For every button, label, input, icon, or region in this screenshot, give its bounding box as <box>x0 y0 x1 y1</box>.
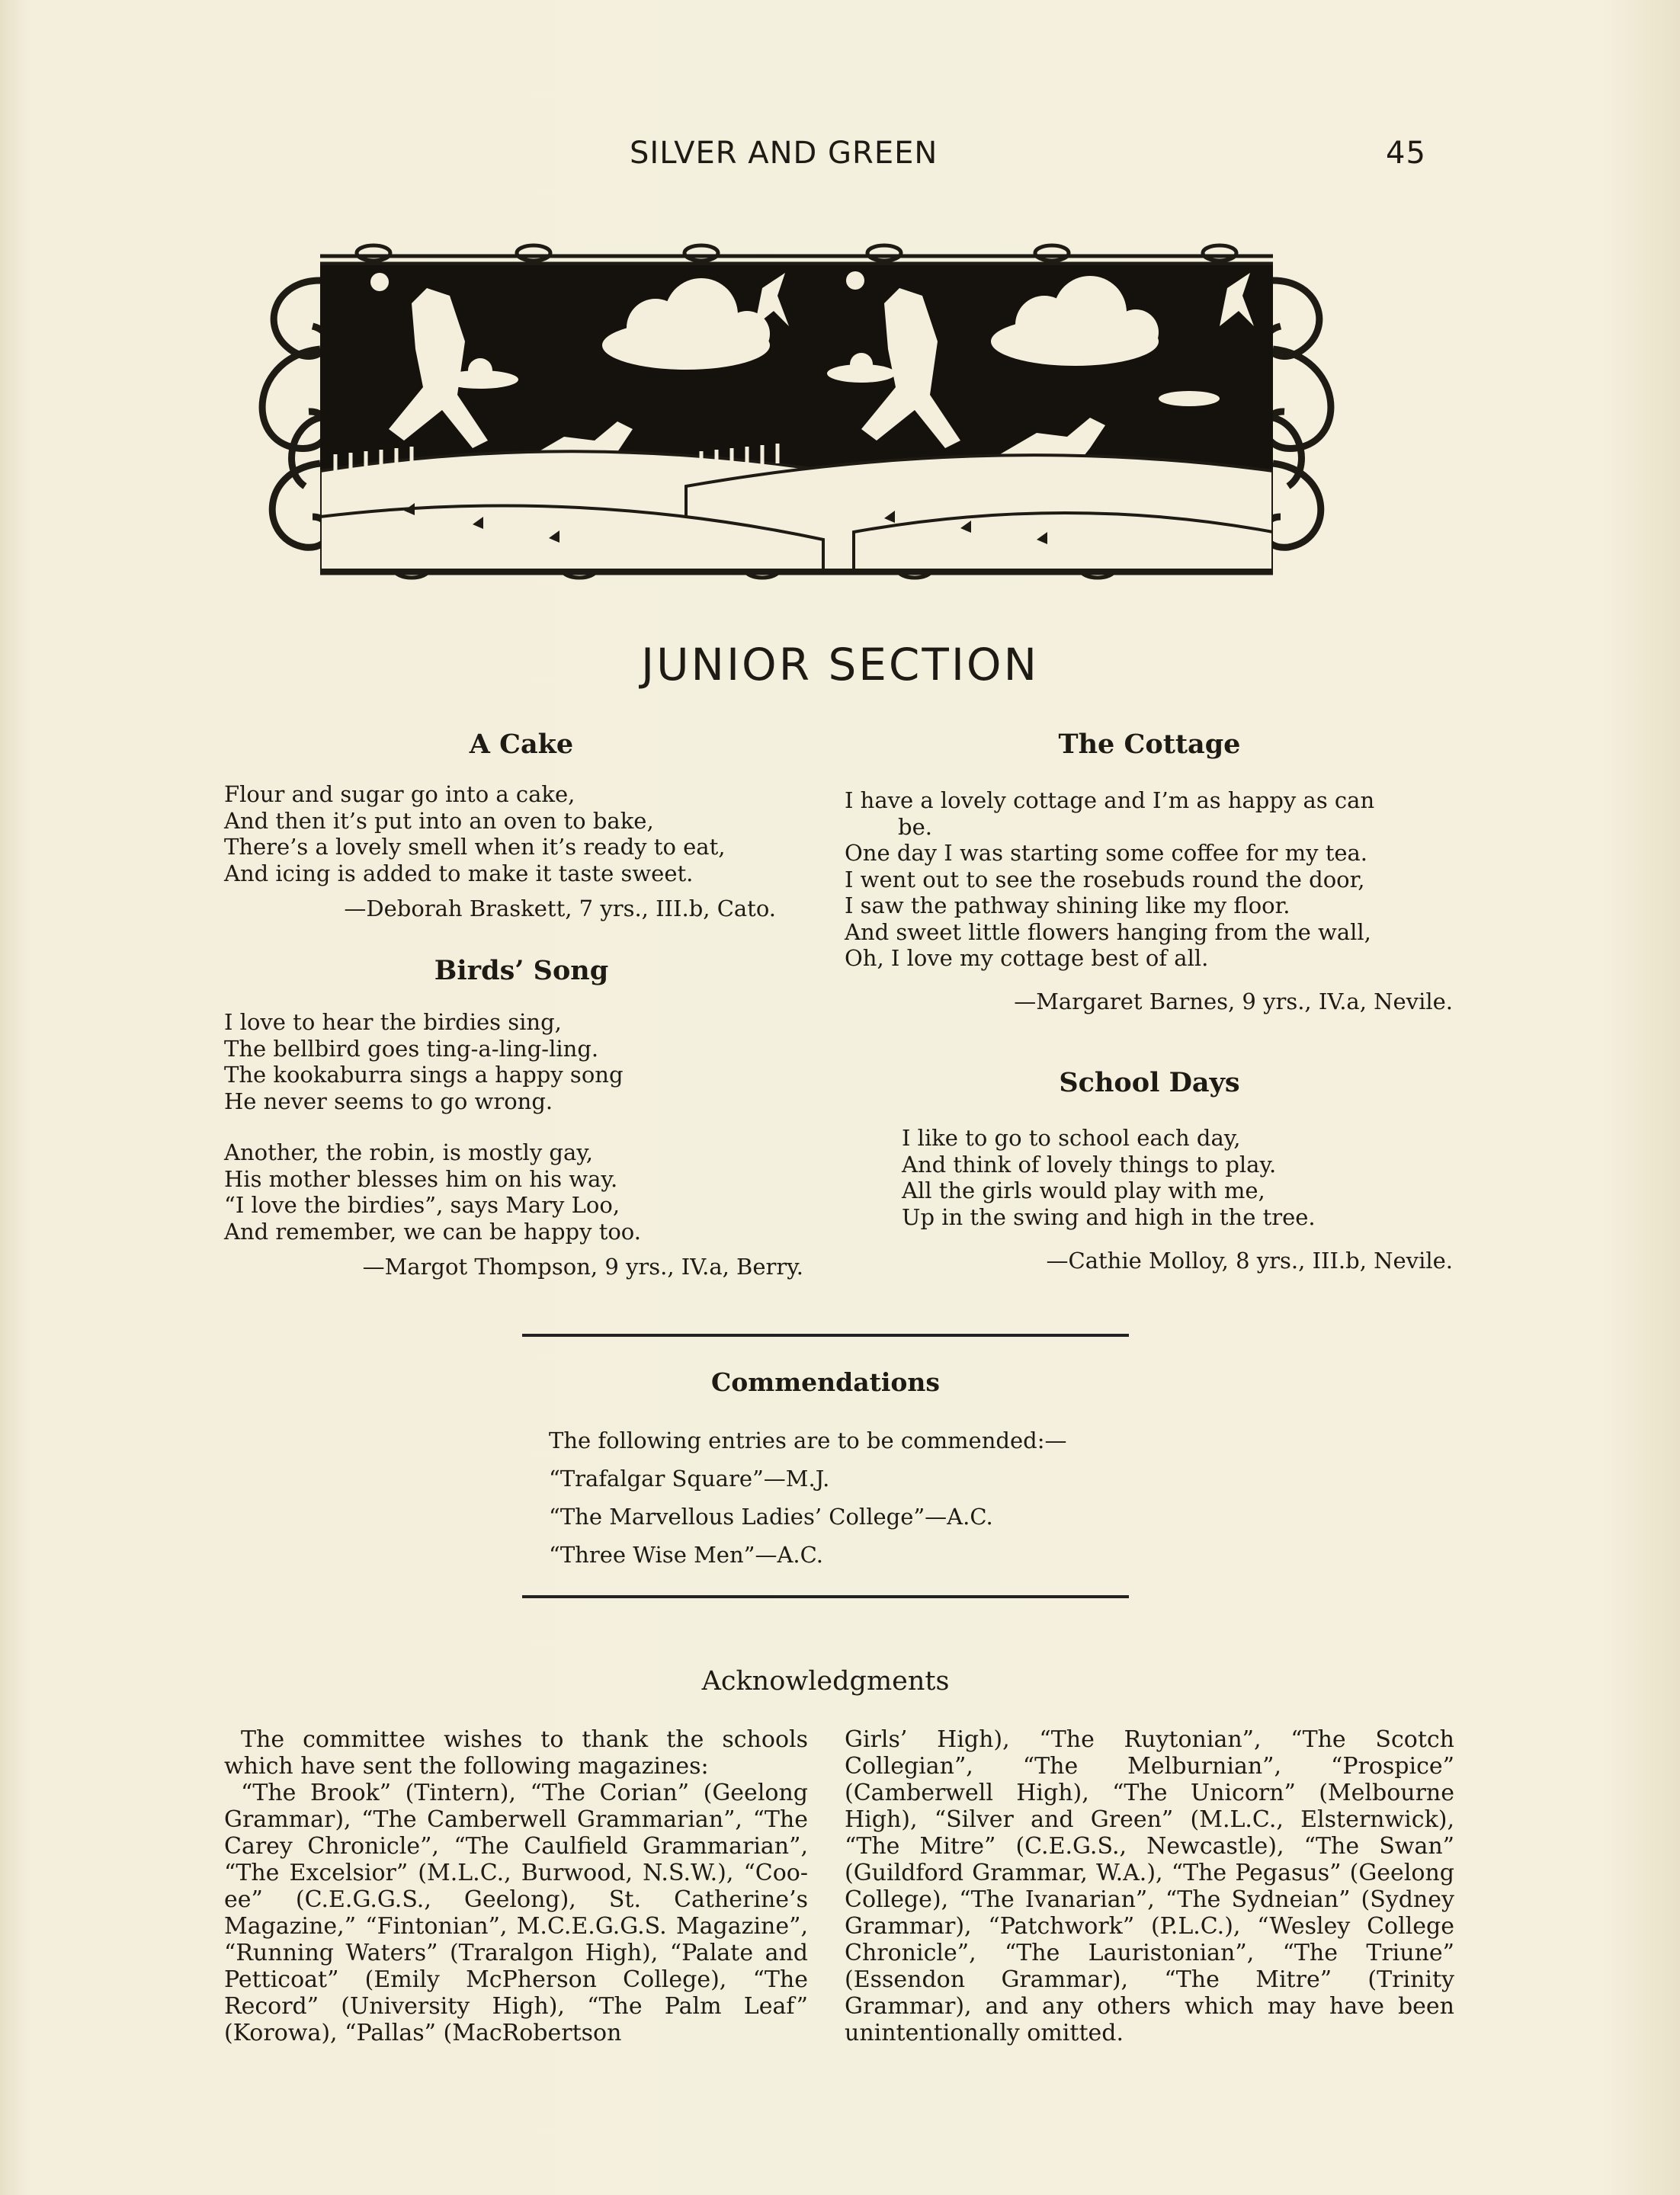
poem-line: Another, the robin, is mostly gay, <box>224 1139 594 1165</box>
poem-attribution: —Cathie Molloy, 8 yrs., III.b, Nevile. <box>1046 1248 1453 1274</box>
poem-school-days <box>902 1125 1451 1230</box>
page-number: 45 <box>1386 136 1426 171</box>
poem-line: One day I was starting some coffee for my tea. <box>845 840 1368 866</box>
acknowledgments-list-part-2: Girls’ High), “The Ruytonian”, “The Scotch Collegian”, “The Melburnian”, “Prospice” (Camberwell High), “The Unicorn” (Melbourne High), “Silver and Green” (M.L.C., Elsternwick), “The Mitre” (C.E.G.S., Newcastle), “The Swan” (Guildford Grammar, W.A.), “The Pegasus” (Geelong College), “The Ivanarian”, “The Sydneian” (Sydney Grammar), “Patchwork” (P.L.C.), “Wesley College Chronicle”, “The Lauristonian”, “The Triune” (Essendon Grammar), “The Mitre” (Trinity Grammar), and any others which may have been unintentionally omitted. <box>845 1726 1454 2046</box>
right-scroll-ornament <box>1265 280 1331 547</box>
poem-line: Up in the swing and high in the tree. <box>902 1203 1316 1230</box>
acknowledgments-list-part-1: “The Brook” (Tintern), “The Corian” (Geelong Grammar), “The Camberwell Grammarian”, “The Carey Chronicle”, “The Caulfield Grammarian”, “The Excelsior” (M.L.C., Burwood, N.S.W.), “Coo-ee” (C.E.G.G.S., Geelong), St. Catherine’s Magazine,” “Fintonian”, M.C.E.G.G.S. Magazine”, “Running Waters” (Traralgon High), “Palate and Petticoat” (Emily McPherson College), “The Record” (University High), “The Palm Leaf” (Korowa), “Pallas” (MacRobertson <box>224 1780 808 2046</box>
section-title: JUNIOR SECTION <box>641 639 1039 691</box>
poem-line: I have a lovely cottage and I’m as happy as can <box>845 787 1375 813</box>
left-scroll-ornament <box>262 280 329 547</box>
poem-line: I love to hear the birdies sing, <box>224 1009 562 1035</box>
poem-attribution: —Margaret Barnes, 9 yrs., IV.a, Nevile. <box>1014 989 1453 1014</box>
poem-birds-song-stanza-2 <box>224 1139 819 1245</box>
poem-line: The bellbird goes ting-a-ling-ling. <box>224 1035 599 1062</box>
divider-rule <box>522 1595 1129 1598</box>
poem-line: His mother blesses him on his way. <box>224 1165 618 1192</box>
poem-line: I like to go to school each day, <box>902 1125 1241 1151</box>
poem-line: All the girls would play with me, <box>902 1178 1265 1203</box>
poem-title-a-cake: A Cake <box>469 729 574 760</box>
poem-line: be. <box>898 813 932 840</box>
poem-a-cake <box>224 781 819 886</box>
acknowledgments-column-right <box>845 1726 1454 2046</box>
poem-line: The kookaburra sings a happy song <box>224 1062 624 1088</box>
poem-title-the-cottage: The Cottage <box>1058 729 1241 760</box>
acknowledgments-title: Acknowledgments <box>701 1666 950 1697</box>
running-title: SILVER AND GREEN <box>630 136 938 171</box>
poem-line: I went out to see the rosebuds round the door, <box>845 866 1365 892</box>
poem-line: And think of lovely things to play. <box>902 1151 1277 1178</box>
poem-line: There’s a lovely smell when it’s ready to eat, <box>224 834 726 860</box>
commendation-entry: “The Marvellous Ladies’ College”—A.C. <box>549 1504 993 1530</box>
poem-line: “I love the birdies”, says Mary Loo, <box>224 1192 620 1218</box>
commendation-entry: “Trafalgar Square”—M.J. <box>549 1466 830 1492</box>
commendation-entry: “Three Wise Men”—A.C. <box>549 1542 823 1568</box>
poem-title-birds-song: Birds’ Song <box>434 955 609 986</box>
acknowledgments-intro: The committee wishes to thank the schools which have sent the following magazines: <box>224 1726 808 1780</box>
poem-line: And icing is added to make it taste sweet. <box>224 860 694 886</box>
poem-line: And sweet little flowers hanging from the wall, <box>845 918 1371 945</box>
poem-line: And remember, we can be happy too. <box>224 1218 641 1245</box>
divider-rule <box>522 1334 1129 1337</box>
poem-line: I saw the pathway shining like my floor. <box>845 892 1290 918</box>
commendations-list <box>549 1421 1128 1574</box>
poem-line: And then it’s put into an oven to bake, <box>224 807 654 834</box>
poem-line: Flour and sugar go into a cake, <box>224 781 575 807</box>
poem-birds-song-stanza-1 <box>224 1009 819 1114</box>
commendations-intro: The following entries are to be commended:— <box>549 1428 1067 1453</box>
poem-attribution: —Deborah Braskett, 7 yrs., III.b, Cato. <box>344 896 776 921</box>
acknowledgments-column-left <box>224 1726 808 2046</box>
junior-section-illustration <box>229 242 1364 585</box>
poem-title-school-days: School Days <box>1059 1067 1240 1098</box>
poem-the-cottage <box>845 787 1454 972</box>
poem-line: He never seems to go wrong. <box>224 1088 553 1114</box>
top-chain-border <box>320 245 1273 264</box>
poem-attribution: —Margot Thompson, 9 yrs., IV.a, Berry. <box>362 1254 803 1280</box>
commendations-title: Commendations <box>711 1367 940 1397</box>
poem-line: Oh, I love my cottage best of all. <box>845 945 1209 971</box>
